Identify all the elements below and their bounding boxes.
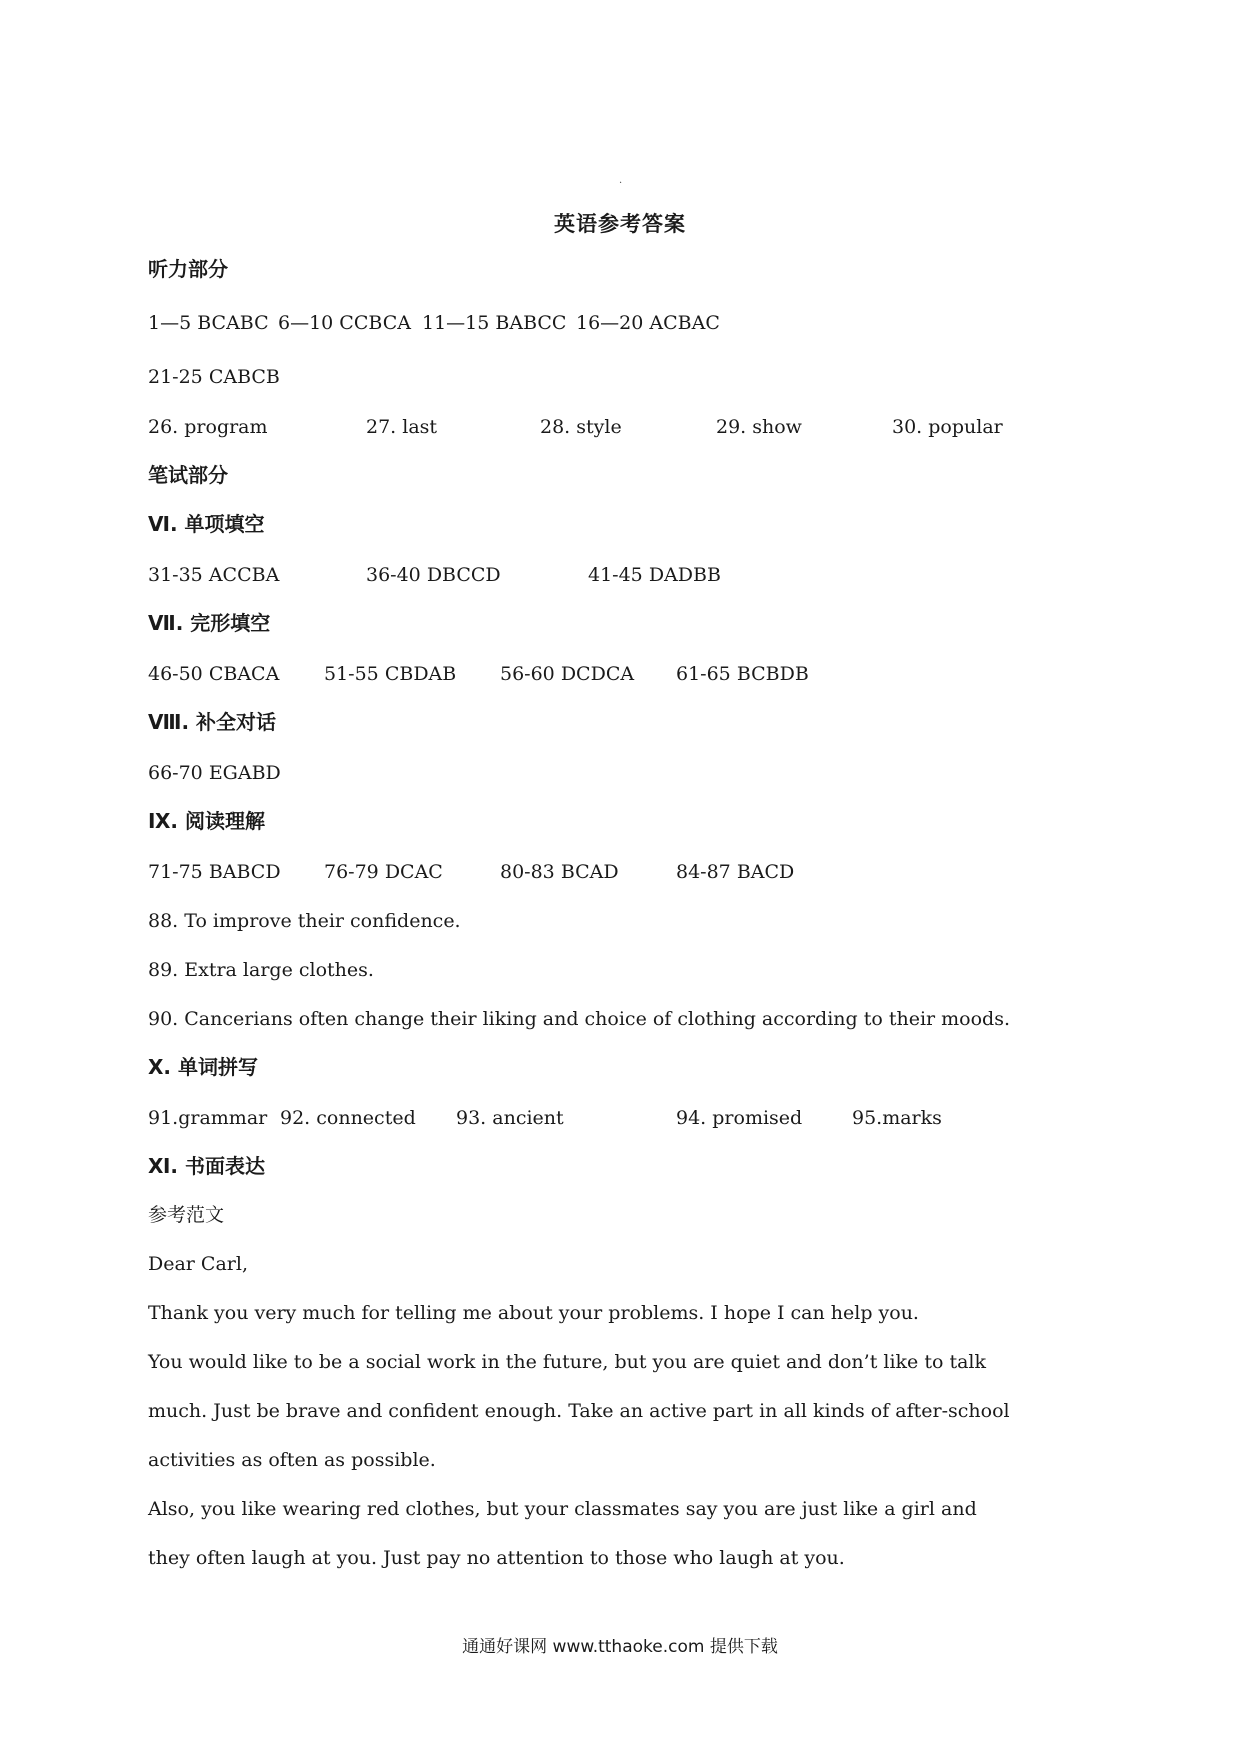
answer-1-5: 1—5 BCABC	[148, 312, 269, 334]
answer-27: 27. last	[366, 416, 438, 438]
answer-31-35: 31-35 ACCBA	[148, 564, 280, 586]
answer-26: 26. program	[148, 416, 268, 438]
essay-line-6: Also, you like wearing red clothes, but your classmates say you are just like a girl and	[148, 1498, 977, 1520]
answer-93: 93. ancient	[456, 1107, 564, 1129]
sample-essay-label: 参考范文	[148, 1204, 225, 1226]
answer-80-83: 80-83 BCAD	[500, 861, 619, 883]
answer-91: 91.grammar	[148, 1107, 268, 1129]
section-7-heading: Ⅶ. 完形填空	[148, 611, 271, 635]
listening-row-2: 21-25 CABCB	[148, 366, 280, 388]
answer-6-10: 6—10 CCBCA	[278, 312, 411, 334]
answer-46-50: 46-50 CBACA	[148, 663, 280, 685]
answer-94: 94. promised	[676, 1107, 803, 1129]
answer-51-55: 51-55 CBDAB	[324, 663, 457, 685]
answer-92: 92. connected	[280, 1107, 416, 1129]
section-9-heading: Ⅸ. 阅读理解	[148, 809, 265, 833]
essay-line-1: Dear Carl,	[148, 1253, 248, 1275]
written-heading: 笔试部分	[148, 463, 228, 487]
answer-66-70: 66-70 EGABD	[148, 762, 281, 784]
answer-36-40: 36-40 DBCCD	[366, 564, 501, 586]
essay-line-4: much. Just be brave and confident enough. Take an active part in all kinds of after-school	[148, 1400, 1010, 1422]
answer-71-75: 71-75 BABCD	[148, 861, 281, 883]
section-11-heading: Ⅺ. 书面表达	[148, 1154, 265, 1178]
answer-29: 29. show	[716, 416, 802, 438]
section-10-heading: Ⅹ. 单词拼写	[148, 1055, 258, 1079]
answer-30: 30. popular	[892, 416, 1003, 438]
top-dot: ·	[619, 178, 623, 189]
page-title: 英语参考答案	[554, 212, 686, 236]
answer-89: 89. Extra large clothes.	[148, 959, 374, 981]
section-6-heading: Ⅵ. 单项填空	[148, 512, 265, 536]
answer-11-15: 11—15 BABCC	[422, 312, 567, 334]
answer-88: 88. To improve their confidence.	[148, 910, 461, 932]
section-8-heading: Ⅷ. 补全对话	[148, 710, 277, 734]
answer-61-65: 61-65 BCBDB	[676, 663, 809, 685]
essay-line-5: activities as often as possible.	[148, 1449, 436, 1471]
answer-56-60: 56-60 DCDCA	[500, 663, 635, 685]
answer-16-20: 16—20 ACBAC	[576, 312, 720, 334]
essay-line-3: You would like to be a social work in the future, but you are quiet and don’t like to talk	[148, 1351, 986, 1373]
answer-41-45: 41-45 DADBB	[588, 564, 721, 586]
footer-download-note: 通通好课网 www.tthaoke.com 提供下载	[462, 1637, 778, 1657]
answer-95: 95.marks	[852, 1107, 942, 1129]
essay-line-7: they often laugh at you. Just pay no attention to those who laugh at you.	[148, 1547, 845, 1569]
answer-76-79: 76-79 DCAC	[324, 861, 443, 883]
answer-90: 90. Cancerians often change their liking and choice of clothing according to their moods.	[148, 1008, 1010, 1030]
answer-28: 28. style	[540, 416, 622, 438]
listening-heading: 听力部分	[148, 257, 228, 281]
essay-line-2: Thank you very much for telling me about your problems. I hope I can help you.	[148, 1302, 919, 1324]
answer-84-87: 84-87 BACD	[676, 861, 795, 883]
